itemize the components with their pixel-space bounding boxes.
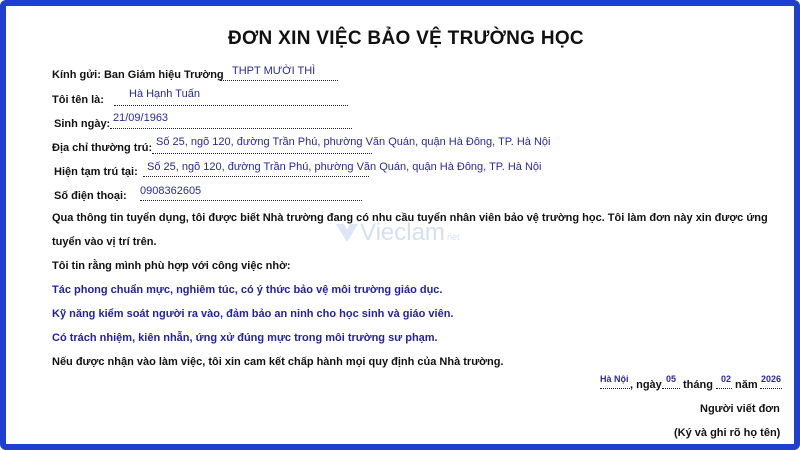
permanent-address-label: Địa chỉ thường trú: <box>52 142 153 154</box>
month-dots <box>716 388 732 389</box>
year-label: năm <box>735 379 758 391</box>
intro-line-2: tuyển vào vị trí trên. <box>52 236 157 248</box>
signer-label: Người viết đơn <box>700 403 780 415</box>
year-dots <box>760 388 782 389</box>
point-3: Có trách nhiệm, kiên nhẫn, ứng xử đúng mực trong môi trường sư phạm. <box>52 332 438 344</box>
temporary-address-value: Số 25, ngõ 120, đường Trần Phú, phường Văn Quán, quận Hà Đông, TP. Hà Nội <box>147 161 542 173</box>
month-label: tháng <box>683 379 713 391</box>
temporary-address-label: Hiện tạm trú tại: <box>54 166 138 178</box>
name-value: Hà Hạnh Tuấn <box>129 88 200 100</box>
temporary-address-dots <box>143 176 369 177</box>
year-value: 2026 <box>761 374 782 384</box>
point-2: Kỹ năng kiểm soát người ra vào, đảm bảo an ninh cho học sinh và giáo viên. <box>52 308 454 320</box>
point-1: Tác phong chuẩn mực, nghiêm túc, có ý thức bảo vệ môi trường giáo dục. <box>52 284 443 296</box>
document-title: ĐƠN XIN VIỆC BẢO VỆ TRƯỜNG HỌC <box>228 28 584 49</box>
place-dots <box>600 388 630 389</box>
phone-value: 0908362605 <box>140 185 202 197</box>
permanent-address-dots <box>152 153 372 154</box>
day-label: , ngày <box>630 379 662 391</box>
dob-label: Sinh ngày: <box>54 118 111 130</box>
day-value: 05 <box>666 374 677 384</box>
suitable-intro: Tôi tin rằng mình phù hợp với công việc nhờ: <box>52 260 291 272</box>
watermark-brand: Vieclam <box>360 219 445 246</box>
month-value: 02 <box>721 374 732 384</box>
commitment: Nếu được nhận vào làm việc, tôi xin cam kết chấp hành mọi quy định của Nhà trường. <box>52 356 504 368</box>
dob-dots <box>110 128 352 129</box>
phone-label: Số điện thoại: <box>54 190 127 202</box>
recipient-value: THPT MƯỜI THÌ <box>232 65 316 77</box>
watermark-logo-icon <box>334 222 360 244</box>
name-dots <box>114 105 348 106</box>
intro-line-1: Qua thông tin tuyển dụng, tôi được biết Nhà trường đang có nhu cầu tuyển nhân viên bảo vệ trường học. Tôi làm đơn này xin được ứng <box>52 212 768 224</box>
permanent-address-value: Số 25, ngõ 120, đường Trần Phú, phường Văn Quán, quận Hà Đông, TP. Hà Nội <box>156 136 551 148</box>
recipient-dots <box>220 80 338 81</box>
day-dots <box>662 388 680 389</box>
dob-value: 21/09/1963 <box>113 112 169 124</box>
place-value: Hà Nội <box>600 374 629 384</box>
recipient-label: Kính gửi: Ban Giám hiệu Trường <box>52 69 224 81</box>
phone-dots <box>140 200 362 201</box>
name-label: Tôi tên là: <box>52 94 104 106</box>
signature-note: (Ký và ghi rõ họ tên) <box>674 427 781 439</box>
watermark-suffix: net <box>446 232 460 242</box>
